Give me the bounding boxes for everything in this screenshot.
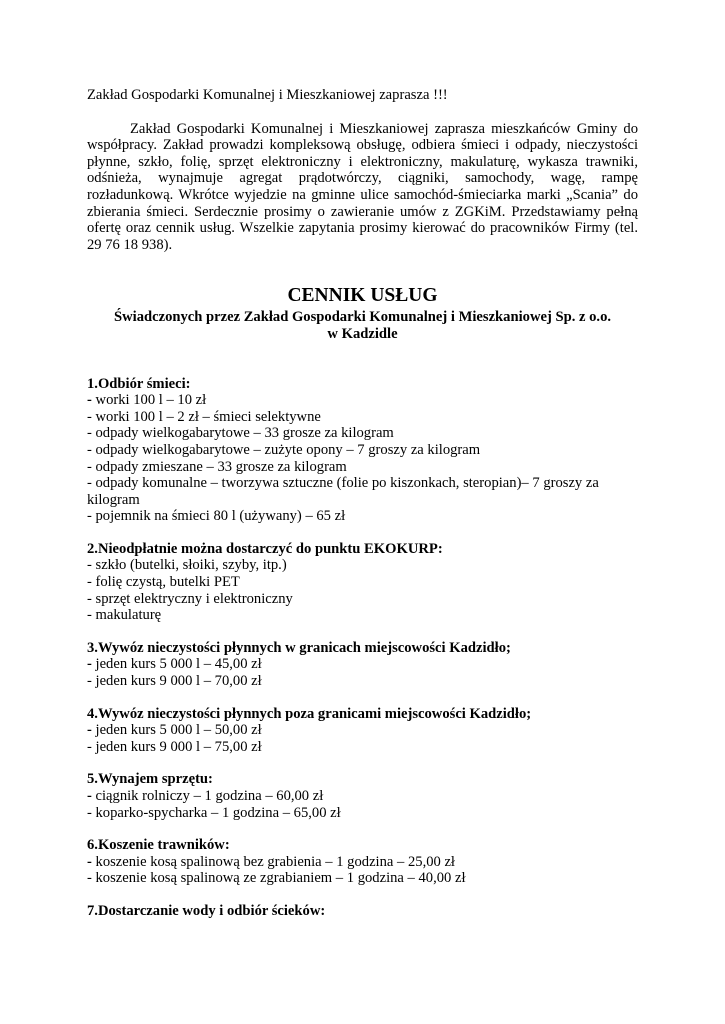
list-item: - worki 100 l – 10 zł — [87, 392, 207, 409]
list-item: - koszenie kosą spalinową ze zgrabianiem – 1 godzina – 40,00 zł — [87, 870, 466, 887]
item-list — [87, 656, 638, 689]
list-item: - jeden kurs 9 000 l – 70,00 zł — [87, 673, 262, 690]
subtitle-line-2: w Kadzidle — [327, 325, 398, 342]
price-list-subtitle — [87, 309, 638, 342]
section-waste-collection — [87, 376, 638, 525]
section-title: 6.Koszenie trawników: — [87, 837, 230, 854]
section-title: 3.Wywóz nieczystości płynnych w granicach miejscowości Kadzidło; — [87, 639, 511, 656]
list-item: - worki 100 l – 2 zł – śmieci selektywne — [87, 408, 321, 425]
list-item: - odpady wielkogabarytowe – zużyte opony – 7 groszy za kilogram — [87, 441, 481, 458]
section-water-sewage — [87, 903, 638, 920]
section-title: 5.Wynajem sprzętu: — [87, 771, 213, 788]
section-title: 1.Odbiór śmieci: — [87, 375, 191, 392]
section-lawn-mowing — [87, 837, 638, 887]
item-list — [87, 722, 638, 755]
price-list-heading: CENNIK USŁUG — [287, 285, 438, 307]
list-item: - szkło (butelki, słoiki, szyby, itp.) — [87, 557, 287, 574]
list-item: - odpady wielkogabarytowe – 33 grosze za kilogram — [87, 425, 394, 442]
section-liquid-waste-inside — [87, 640, 638, 690]
section-title: 2.Nieodpłatnie można dostarczyć do punktu EKOKURP: — [87, 540, 443, 557]
list-item: - odpady komunalne – tworzywa sztuczne (folie po kiszonkach, steropian)– 7 groszy za kilogram — [87, 475, 599, 508]
section-title: 4.Wywóz nieczystości płynnych poza granicami miejscowości Kadzidło; — [87, 705, 532, 722]
item-list — [87, 854, 638, 887]
list-item: - jeden kurs 5 000 l – 50,00 zł — [87, 722, 262, 739]
list-item: - koparko-spycharka – 1 godzina – 65,00 zł — [87, 804, 341, 821]
list-item: - folię czystą, butelki PET — [87, 574, 240, 591]
section-free-drop-off — [87, 541, 638, 624]
item-list — [87, 788, 638, 821]
list-item: - jeden kurs 5 000 l – 45,00 zł — [87, 656, 262, 673]
list-item: - odpady zmieszane – 33 grosze za kilogram — [87, 458, 347, 475]
section-equipment-rental — [87, 771, 638, 821]
section-liquid-waste-outside — [87, 706, 638, 756]
list-item: - sprzęt elektryczny i elektroniczny — [87, 590, 293, 607]
section-title: 7.Dostarczanie wody i odbiór ścieków: — [87, 902, 326, 919]
item-list — [87, 392, 638, 525]
subtitle-line-1: Świadczonych przez Zakład Gospodarki Komunalnej i Mieszkaniowej Sp. z o.o. — [113, 309, 612, 326]
list-item: - pojemnik na śmieci 80 l (używany) – 65 zł — [87, 508, 346, 525]
intro-paragraph: Zakład Gospodarki Komunalnej i Mieszkaniowej zaprasza mieszkańców Gminy do współpracy. Zakład prowadzi kompleksową obsługę, odbiera śmieci i odpady, nieczystości płynne, szkło, folię, sprzęt elektroniczny i elektroniczny, makulaturę, wykasza trawniki, odśnieża, wynajmuje agregat prądotwórczy, ciągniki, samochody, wagę, rampę rozładunkową. Wkrótce wyjedzie na gminne ulice samochód-śmieciarka marki „Scania” do zbierania śmieci. Serdecznie prosimy o zawieranie umów z ZGKiM. Przedstawiamy pełną ofertę oraz cennik usług. Wszelkie zapytania prosimy kierować do pracowników Firmy (tel. 29 76 18 938). — [87, 120, 638, 253]
intro-title: Zakład Gospodarki Komunalnej i Mieszkaniowej zaprasza !!! — [87, 87, 448, 103]
item-list — [87, 557, 638, 623]
list-item: - jeden kurs 9 000 l – 75,00 zł — [87, 738, 262, 755]
document-page — [87, 87, 638, 920]
list-item: - koszenie kosą spalinową bez grabienia – 1 godzina – 25,00 zł — [87, 853, 455, 870]
list-item: - ciągnik rolniczy – 1 godzina – 60,00 zł — [87, 788, 324, 804]
list-item: - makulaturę — [87, 607, 162, 624]
